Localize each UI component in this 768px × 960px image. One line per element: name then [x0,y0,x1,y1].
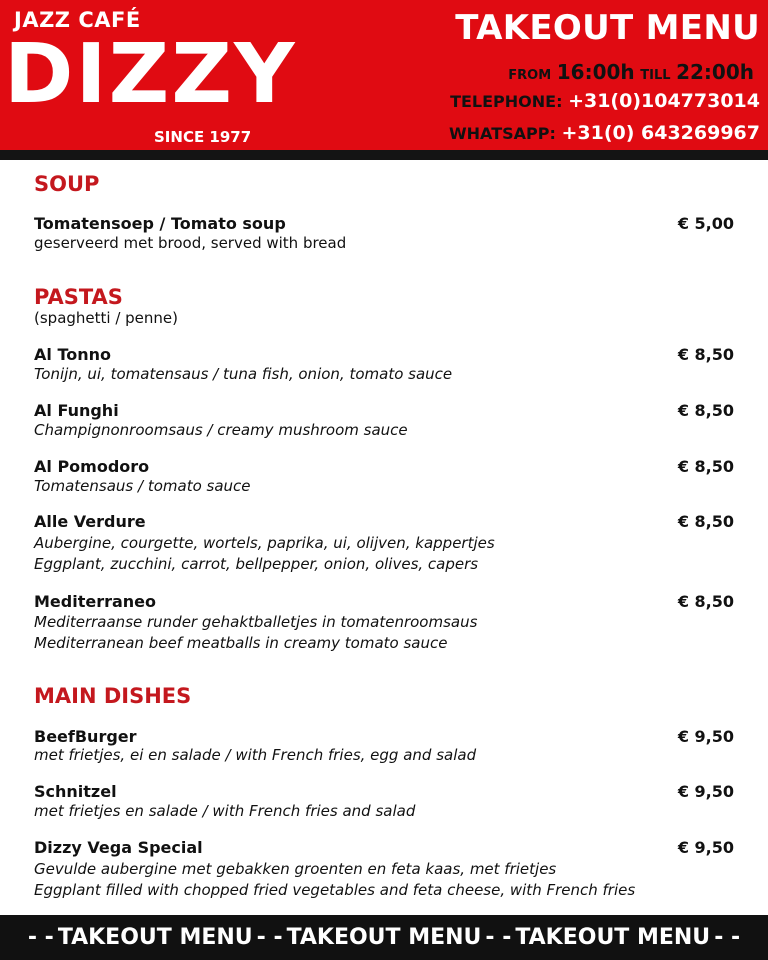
footer-dash: - - [256,925,283,950]
item-name: BeefBurger [34,727,137,746]
telephone-line [450,90,760,112]
item-price: € 8,50 [677,512,734,531]
item-name: Al Pomodoro [34,457,150,476]
item-name: Al Tonno [34,345,111,364]
item-price: € 5,00 [677,214,734,233]
footer-dash: - - [27,925,54,950]
section-note-pastas: (spaghetti / penne) [34,309,179,327]
footer-banner [0,915,768,960]
brand-logo: DIZZY [4,27,297,122]
item-description: Gevulde aubergine met gebakken groenten en feta kaas, met frietjes [34,860,557,878]
item-description: Champignonroomsaus / creamy mushroom sauce [34,421,408,439]
item-price: € 9,50 [677,838,734,857]
from-label: FROM [508,68,552,83]
item-description: Eggplant, zucchini, carrot, bellpepper, onion, olives, capers [34,555,479,573]
brand-tagline: JAZZ CAFÉ [14,8,141,32]
footer-label: TAKEOUT MENU [286,925,482,950]
telephone-number[interactable]: +31(0)104773014 [568,90,760,112]
item-description: met frietjes en salade / with French fries and salad [34,802,416,820]
till-label: TILL [640,68,671,83]
footer-dash: - - [485,925,512,950]
item-price: € 8,50 [677,457,734,476]
item-price: € 9,50 [677,782,734,801]
item-name: Tomatensoep / Tomato soup [34,214,286,233]
telephone-label: TELEPHONE: [450,92,563,111]
item-name: Mediterraneo [34,592,157,611]
item-description: Eggplant filled with chopped fried vegetables and feta cheese, with French fries [34,881,636,899]
item-price: € 9,50 [677,727,734,746]
item-name: Al Funghi [34,401,119,420]
from-time: 16:00h [556,60,635,84]
header-divider [0,150,768,160]
brand-since: SINCE 1977 [154,128,252,146]
opening-hours [508,60,754,84]
whatsapp-line [449,122,760,144]
footer-label: TAKEOUT MENU [515,925,711,950]
section-title-main-dishes: MAIN DISHES [34,684,192,708]
item-name: Schnitzel [34,782,117,801]
footer-dash: - - [714,925,741,950]
whatsapp-number[interactable]: +31(0) 643269967 [561,122,760,144]
section-title-pastas: PASTAS [34,285,123,309]
item-description: Tonijn, ui, tomatensaus / tuna fish, onion, tomato sauce [34,365,453,383]
header-banner [0,0,768,150]
item-description: Aubergine, courgette, wortels, paprika, ui, olijven, kappertjes [34,534,495,552]
item-name: Alle Verdure [34,512,146,531]
item-description: met frietjes, ei en salade / with French fries, egg and salad [34,746,477,764]
till-time: 22:00h [676,60,754,84]
menu-title: TAKEOUT MENU [455,8,760,48]
item-description: Mediterranean beef meatballs in creamy tomato sauce [34,634,448,652]
item-description: geserveerd met brood, served with bread [34,234,347,252]
whatsapp-label: WHATSAPP: [449,124,556,143]
item-description: Mediterraanse runder gehaktballetjes in tomatenroomsaus [34,613,478,631]
item-name: Dizzy Vega Special [34,838,203,857]
item-price: € 8,50 [677,345,734,364]
footer-label: TAKEOUT MENU [57,925,253,950]
section-title-soup: SOUP [34,172,100,196]
item-price: € 8,50 [677,401,734,420]
item-description: Tomatensaus / tomato sauce [34,477,251,495]
item-price: € 8,50 [677,592,734,611]
